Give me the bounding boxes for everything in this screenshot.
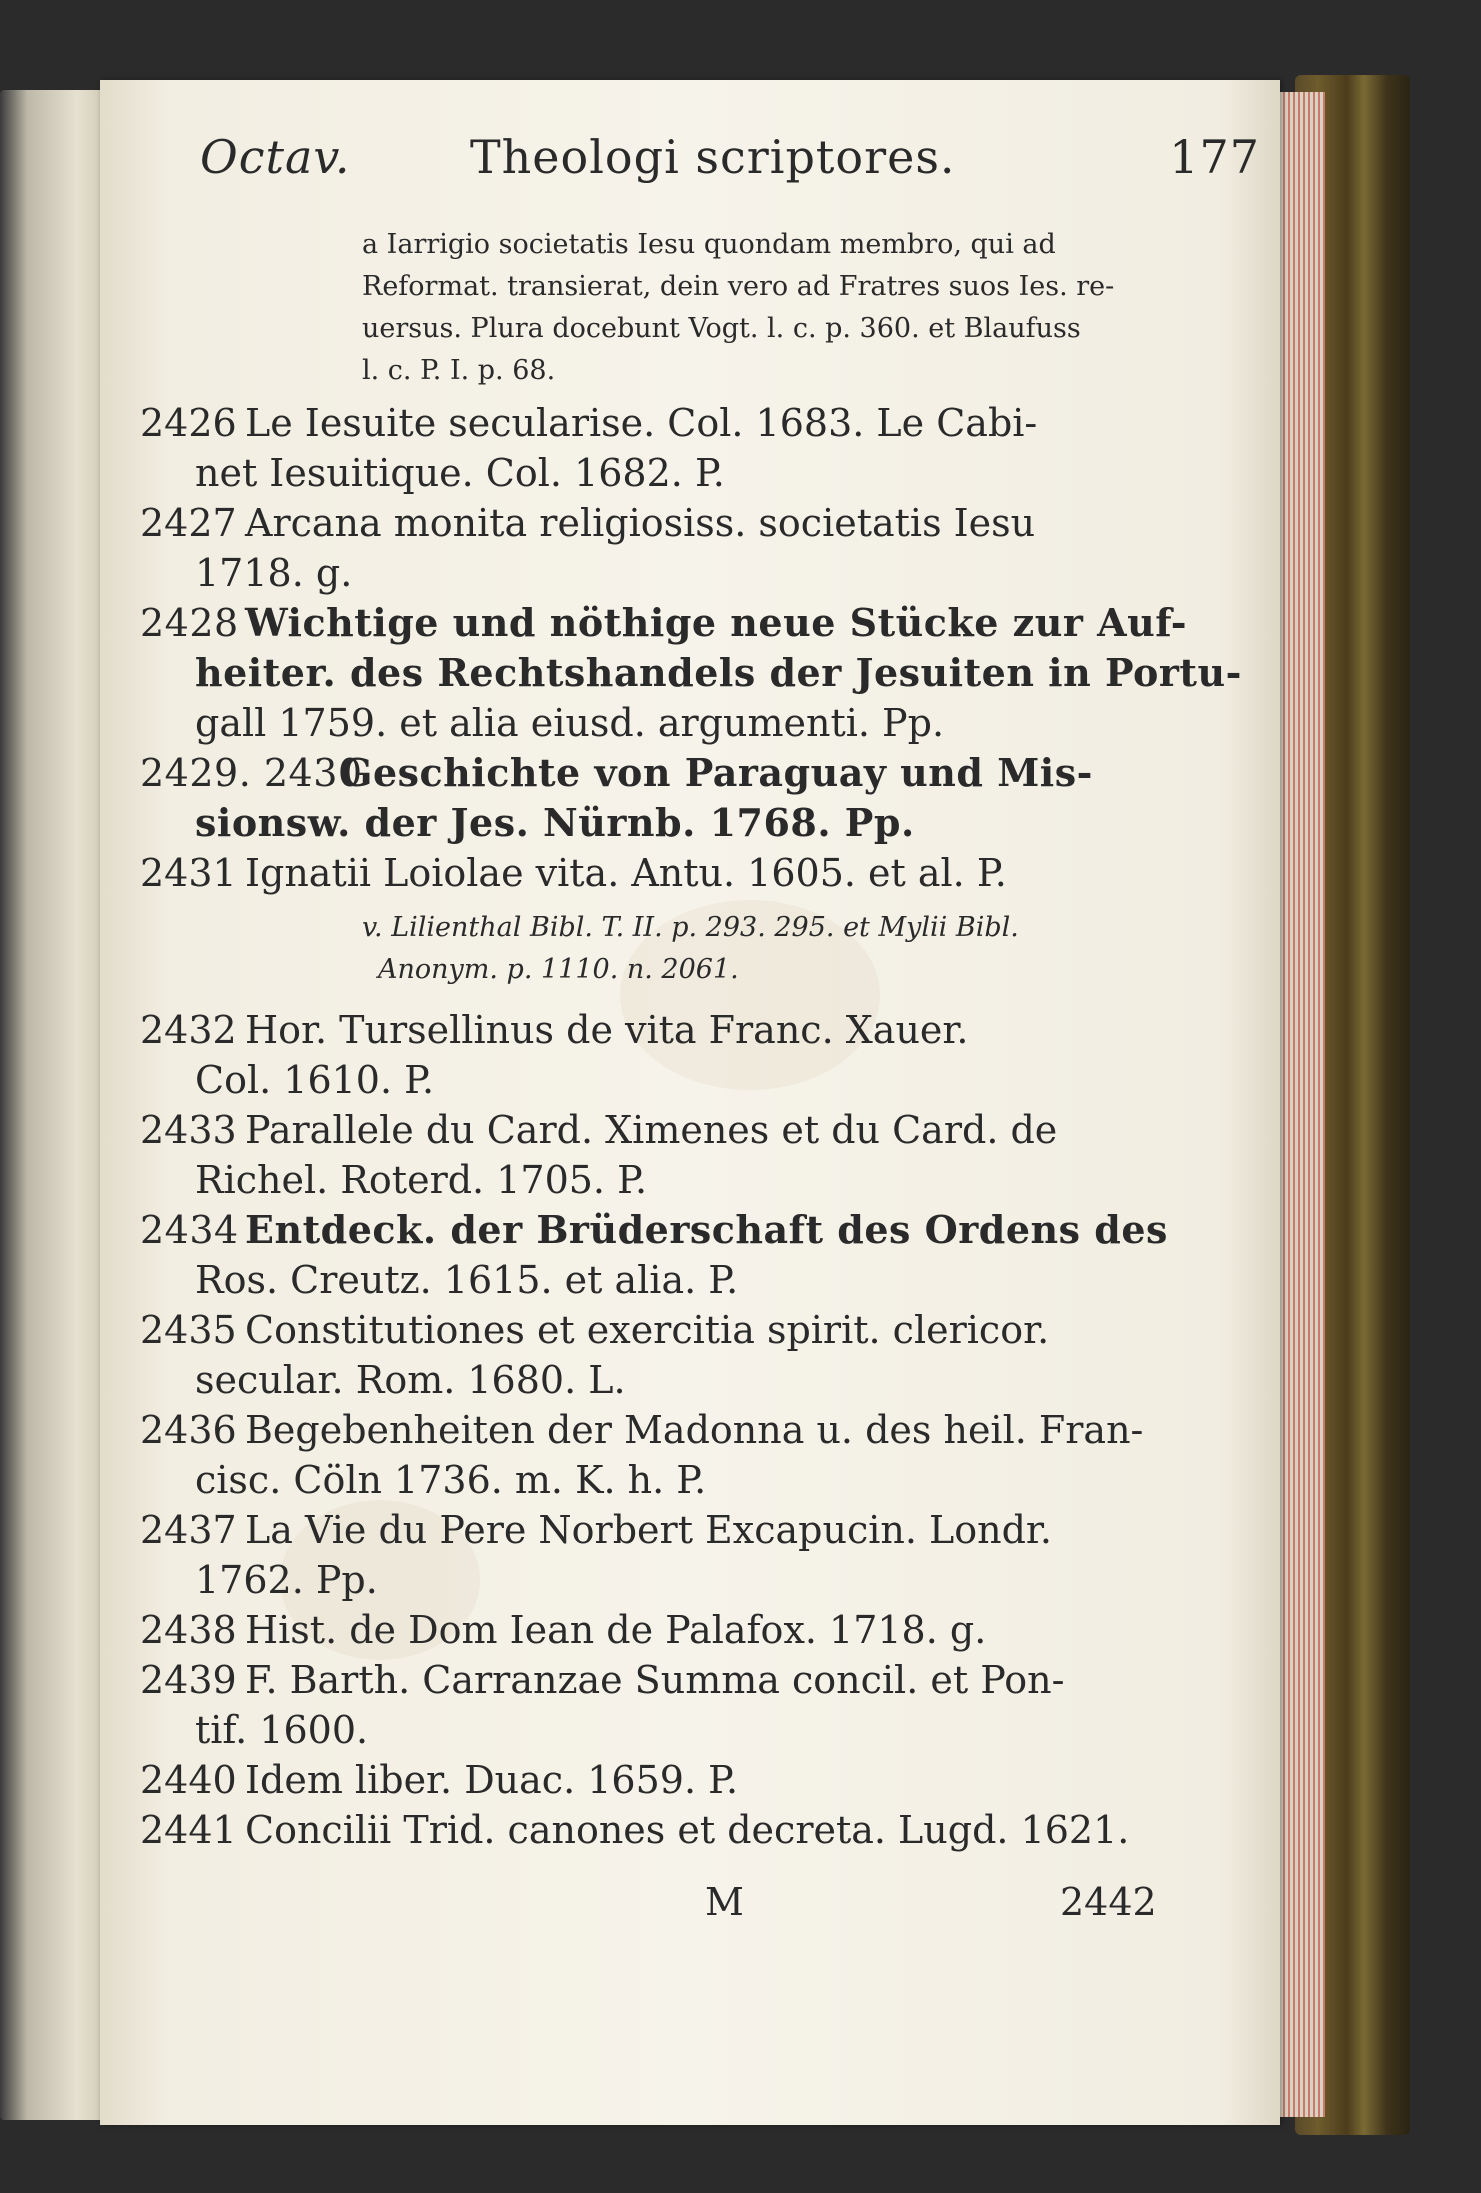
entry-text: Ignatii Loiolae vita. Antu. 1605. et al. P. bbox=[245, 851, 1007, 895]
entry-text: Geschichte von Paraguay und Mis- bbox=[340, 750, 1093, 795]
entry-continuation: tif. 1600. bbox=[195, 1708, 369, 1752]
entry-number: 2435 bbox=[140, 1308, 237, 1352]
entry-continuation: Richel. Roterd. 1705. P. bbox=[195, 1158, 648, 1202]
entry-text: La Vie du Pere Norbert Excapucin. Londr. bbox=[245, 1508, 1052, 1552]
entry-text: Constitutiones et exercitia spirit. clericor. bbox=[245, 1308, 1050, 1352]
entry-number: 2436 bbox=[140, 1408, 237, 1452]
entry-continuation: Ros. Creutz. 1615. et alia. P. bbox=[195, 1258, 739, 1302]
signature-mark: M bbox=[705, 1880, 744, 1924]
entry-text: Begebenheiten der Madonna u. des heil. Fran- bbox=[245, 1408, 1144, 1452]
entry-number: 2432 bbox=[140, 1008, 237, 1052]
note-line: uersus. Plura docebunt Vogt. l. c. p. 360. et Blaufuss bbox=[362, 313, 1081, 344]
entry-continuation: sionsw. der Jes. Nürnb. 1768. Pp. bbox=[195, 800, 915, 845]
entry-text: Entdeck. der Brüderschaft des Ordens des bbox=[245, 1207, 1168, 1252]
note-line: a Iarrigio societatis Iesu quondam membro, qui ad bbox=[362, 229, 1056, 260]
catalog-entry-2429-2430 bbox=[140, 748, 1093, 798]
entry-number: 2429. 2430 bbox=[140, 751, 363, 795]
entry-continuation: 1762. Pp. bbox=[195, 1558, 378, 1602]
entry-number: 2437 bbox=[140, 1508, 237, 1552]
catalog-entry-2439 bbox=[140, 1655, 1064, 1705]
note-line: Reformat. transierat, dein vero ad Fratres suos Ies. re- bbox=[362, 271, 1115, 302]
header-section: Octav. bbox=[200, 130, 351, 184]
entry-number: 2440 bbox=[140, 1758, 237, 1802]
entry-continuation: Col. 1610. P. bbox=[195, 1058, 435, 1102]
entry-continuation: gall 1759. et alia eiusd. argumenti. Pp. bbox=[195, 701, 945, 745]
entry-continuation: 1718. g. bbox=[195, 551, 353, 595]
catalog-entry-2438 bbox=[140, 1605, 986, 1655]
catalog-entry-2432 bbox=[140, 1005, 968, 1055]
entry-number: 2426 bbox=[140, 401, 237, 445]
catchword: 2442 bbox=[1060, 1880, 1157, 1924]
catalog-entry-2437 bbox=[140, 1505, 1052, 1555]
entry-number: 2434 bbox=[140, 1208, 239, 1252]
catalog-entry-2441 bbox=[140, 1805, 1129, 1855]
catalog-entry-2433 bbox=[140, 1105, 1057, 1155]
running-header bbox=[200, 130, 1260, 210]
catalog-entry-2431 bbox=[140, 848, 1007, 898]
catalog-entry-2440 bbox=[140, 1755, 738, 1805]
left-page-edge bbox=[0, 90, 110, 2120]
note-line: v. Lilienthal Bibl. T. II. p. 293. 295. et Mylii Bibl. bbox=[362, 912, 1019, 943]
entry-text: Parallele du Card. Ximenes et du Card. de bbox=[245, 1108, 1058, 1152]
entry-number: 2438 bbox=[140, 1608, 237, 1652]
entry-continuation: heiter. des Rechtshandels der Jesuiten in Portu- bbox=[195, 650, 1242, 695]
catalog-entry-2434 bbox=[140, 1205, 1168, 1255]
entry-continuation: secular. Rom. 1680. L. bbox=[195, 1358, 626, 1402]
catalog-entry-2426 bbox=[140, 398, 1037, 448]
page-number: 177 bbox=[1169, 130, 1260, 184]
catalog-entry-2435 bbox=[140, 1305, 1049, 1355]
note-line: l. c. P. I. p. 68. bbox=[362, 355, 556, 386]
entry-text: Le Iesuite secularise. Col. 1683. Le Cabi- bbox=[245, 401, 1038, 445]
entry-number: 2433 bbox=[140, 1108, 237, 1152]
entry-continuation: cisc. Cöln 1736. m. K. h. P. bbox=[195, 1458, 707, 1502]
entry-text: Concilii Trid. canones et decreta. Lugd. 1621. bbox=[245, 1808, 1130, 1852]
entry-number: 2441 bbox=[140, 1808, 237, 1852]
entry-text: Arcana monita religiosiss. societatis Iesu bbox=[245, 501, 1036, 545]
entry-number: 2439 bbox=[140, 1658, 237, 1702]
entry-text: Hor. Tursellinus de vita Franc. Xauer. bbox=[245, 1008, 969, 1052]
catalog-entry-2427 bbox=[140, 498, 1035, 548]
entry-text: Hist. de Dom Iean de Palafox. 1718. g. bbox=[245, 1608, 987, 1652]
note-line: Anonym. p. 1110. n. 2061. bbox=[378, 954, 739, 985]
header-title: Theologi scriptores. bbox=[470, 130, 956, 184]
catalog-page bbox=[100, 80, 1280, 2125]
entry-continuation: net Iesuitique. Col. 1682. P. bbox=[195, 451, 725, 495]
entry-text: Idem liber. Duac. 1659. P. bbox=[245, 1758, 739, 1802]
entry-number: 2431 bbox=[140, 851, 237, 895]
entry-text: F. Barth. Carranzae Summa concil. et Pon- bbox=[245, 1658, 1065, 1702]
catalog-entry-2436 bbox=[140, 1405, 1143, 1455]
catalog-entry-2428 bbox=[140, 598, 1187, 648]
entry-text: Wichtige und nöthige neue Stücke zur Auf- bbox=[245, 600, 1187, 645]
entry-number: 2428 bbox=[140, 601, 239, 645]
entry-number: 2427 bbox=[140, 501, 237, 545]
